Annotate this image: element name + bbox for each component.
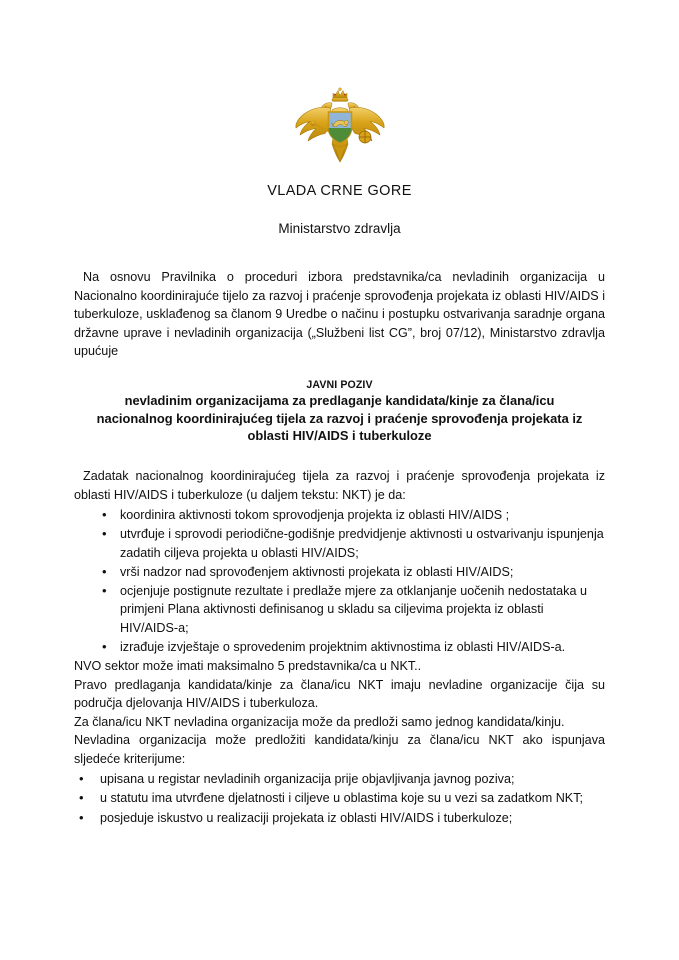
- intro-paragraph: Na osnovu Pravilnika o proceduri izbora predstavnika/ca nevladinih organizacija u Nacionalno koordinirajuće tijelo za razvoj i praćenje sprovođenja projekata iz oblasti HIV/AIDS i tuberkuloze, usklađenog sa članom 9 Uredbe o načinu i postupku ostvarivanja saradnje organa državne uprave i nevladinih organizacija („Službeni list CG”, broj 07/12), Ministarstvo zdravlja upućuje: [74, 270, 605, 358]
- paragraph-right-to-propose: Pravo predlaganja kandidata/kinje za člana/icu NKT imaju nevladine organizacije čija su područja djelovanja HIV/AIDS i tuberkuloza.: [74, 677, 605, 711]
- call-kicker: JAVNI POZIV: [306, 378, 373, 391]
- paragraph-max-representatives: NVO sektor može imati maksimalno 5 predstavnika/ca u NKT..: [74, 659, 422, 674]
- ministry-name: Ministarstvo zdravlja: [278, 221, 401, 236]
- public-call-heading: [74, 378, 605, 446]
- task-intro-paragraph: Zadatak nacionalnog koordinirajućeg tijela za razvoj i praćenje sprovođenja projekata iz oblasti HIV/AIDS i tuberkuloze (u daljem tekstu: NKT) je da:: [74, 469, 605, 502]
- criteria-bullet-list: [74, 770, 605, 827]
- list-item: • izrađuje izvještaje o sprovedenim projektnim aktivnostima iz oblasti HIV/AIDS-a.: [74, 638, 605, 656]
- montenegro-coat-of-arms-icon: [292, 86, 388, 170]
- task-bullet-list: [74, 506, 605, 656]
- orb-icon: [359, 131, 371, 143]
- shield-icon: [328, 112, 351, 143]
- emblem-container: [74, 0, 605, 170]
- list-item: • posjeduje iskustvo u realizaciji projekata iz oblasti HIV/AIDS i tuberkuloze;: [74, 809, 605, 827]
- call-title-line-2: nacionalnog koordinirajućeg tijela za razvoj i praćenje sprovođenja projekata iz: [96, 410, 583, 426]
- list-item: • utvrđuje i sprovodi periodične-godišnje predvidjenje aktivnosti u ostvarivanju ispunjenja zadatih ciljeva projekta u oblasti HIV/AIDS;: [74, 525, 605, 562]
- crown-icon: [332, 88, 348, 102]
- paragraph-one-candidate: Za člana/icu NKT nevladina organizacija može da predloži samo jednog kandidata/kinju.: [74, 714, 565, 729]
- list-item: • koordinira aktivnosti tokom sprovodjenja projekta iz oblasti HIV/AIDS ;: [74, 506, 605, 524]
- paragraph-criteria-lead: Nevladina organizacija može predložiti kandidata/kinju za člana/icu NKT ako ispunjava sljedeće kriterijume:: [74, 733, 605, 766]
- list-item: • ocjenjuje postignute rezultate i predlaže mjere za otklanjanje uočenih nedostataka u primjeni Plana aktivnosti definisanog u skladu sa ciljevima projekta iz oblasti HIV/AIDS-a;: [74, 582, 605, 637]
- gov-title: VLADA CRNE GORE: [267, 183, 412, 199]
- list-item: • vrši nadzor nad sprovođenjem aktivnosti projekata iz oblasti HIV/AIDS;: [74, 563, 605, 581]
- call-title-line-1: nevladinim organizacijama za predlaganje kandidata/kinje za člana/icu: [124, 392, 555, 408]
- list-item: • u statutu ima utvrđene djelatnosti i ciljeve u oblastima koje su u vezi sa zadatkom NKT;: [74, 789, 605, 807]
- list-item: • upisana u registar nevladinih organizacija prije objavljivanja javnog poziva;: [74, 770, 605, 788]
- call-title-line-3: oblasti HIV/AIDS i tuberkuloze: [247, 428, 432, 444]
